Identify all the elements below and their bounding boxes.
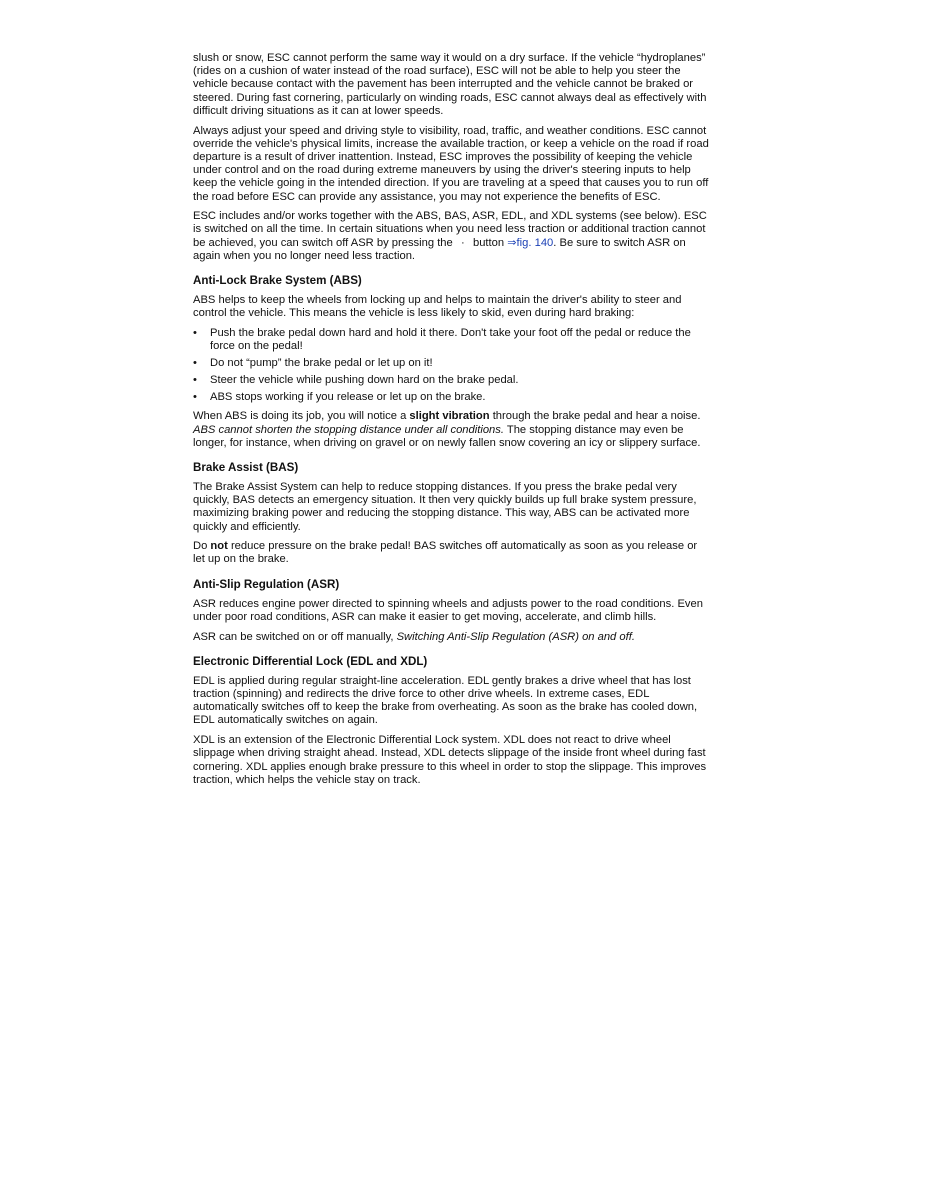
- intro-paragraph-3-text-c: . Be sure to switch ASR on again when you no longer need less traction.: [193, 236, 686, 262]
- intro-paragraph-3: [193, 210, 709, 263]
- asr-paragraph-2-text-a: ASR can be switched on or off manually,: [193, 630, 394, 643]
- fig-140-link[interactable]: ⇒fig. 140: [507, 236, 554, 249]
- abs-warning-italic: ABS cannot shorten the stopping distance under all conditions.: [193, 423, 504, 436]
- list-item: [193, 327, 709, 353]
- list-item-text: Push the brake pedal down hard and hold it there. Don't take your foot off the pedal or reduce the force on the pedal!: [210, 326, 691, 353]
- intro-paragraph-1: slush or snow, ESC cannot perform the same way it would on a dry surface. If the vehicle “hydroplanes” (rides on a cushion of water instead of the road surface), ESC will not be able to help you steer the vehicle because contact with the pavement has been interrupted and the vehicle cannot be braked or steered. During fast cornering, particularly on winding roads, ESC cannot always deal as effectively with difficult driving situations as it can at lower speeds.: [193, 52, 707, 117]
- manual-page: [193, 52, 709, 793]
- bullet-icon: •: [193, 374, 197, 387]
- bas-heading: Brake Assist (BAS): [193, 460, 299, 474]
- edl-paragraph-2: XDL is an extension of the Electronic Differential Lock system. XDL does not react to drive wheel slippage when driving straight ahead. Instead, XDL detects slippage of the inside front wheel during fast cornering. XDL applies enough brake pressure to this wheel in order to stop the slippage. This improves traction, which helps the vehicle stay on track.: [193, 734, 707, 786]
- abs-heading: Anti-Lock Brake System (ABS): [193, 274, 362, 288]
- bas-not-bold: not: [210, 540, 228, 553]
- list-item-text: Do not “pump” the brake pedal or let up on it!: [210, 357, 433, 370]
- intro-paragraph-3-text-a: ESC includes and/or works together with the ABS, BAS, ASR, EDL, and XDL systems (see below). ESC is switched on all the time. In certain situations when you need less traction or additional traction cannot be achieved, you can switch off ASR by pressing the: [193, 210, 707, 249]
- list-item: [193, 391, 709, 404]
- bas-paragraph-2-text-a: Do: [193, 540, 208, 553]
- bullet-icon: •: [193, 326, 197, 339]
- asr-button-icon: ·: [460, 236, 465, 249]
- bas-paragraph-2-text-b: reduce pressure on the brake pedal! BAS switches off automatically as soon as you release or let up on the brake.: [193, 540, 698, 566]
- bullet-icon: •: [193, 357, 197, 370]
- abs-bullet-list: [193, 327, 709, 404]
- list-item-text: ABS stops working if you release or let up on the brake.: [210, 391, 486, 404]
- abs-paragraph-2-text-c: The stopping distance may even be longer, for instance, when driving on gravel or on newly fallen snow covering an icy or slippery surface.: [193, 423, 701, 449]
- asr-switching-reference-italic: Switching Anti-Slip Regulation (ASR) on and off.: [396, 630, 635, 643]
- abs-paragraph-2-text-b: through the brake pedal and hear a noise.: [492, 410, 701, 423]
- abs-paragraph-1: ABS helps to keep the wheels from locking up and helps to maintain the driver's ability to steer and control the vehicle. This means the vehicle is less likely to skid, even during hard braking:: [193, 294, 682, 320]
- list-item: [193, 374, 709, 387]
- edl-paragraph-1: EDL is applied during regular straight-line acceleration. EDL gently brakes a drive wheel that has lost traction (spinning) and redirects the drive force to other drive wheels. In extreme cases, EDL automatically switches off to keep the brake from overheating. As soon as the brake has cooled down, EDL automatically switches on again.: [193, 674, 698, 727]
- list-item-text: Steer the vehicle while pushing down hard on the brake pedal.: [210, 374, 519, 387]
- bas-paragraph-1: The Brake Assist System can help to reduce stopping distances. If you press the brake pedal very quickly, BAS detects an emergency situation. It then very quickly builds up full brake system pressure, maximizing braking power and reducing the stopping distance. This way, ABS can be activated more quickly and efficiently.: [193, 480, 697, 533]
- asr-paragraph-2: [193, 631, 709, 644]
- asr-paragraph-1: ASR reduces engine power directed to spinning wheels and adjusts power to the road conditions. Even under poor road conditions, ASR can make it easier to get moving, accelerate, and climb hills.: [193, 597, 703, 623]
- asr-heading: Anti-Slip Regulation (ASR): [193, 577, 340, 591]
- abs-paragraph-2: [193, 410, 709, 450]
- bas-paragraph-2: [193, 540, 709, 566]
- bullet-icon: •: [193, 391, 197, 404]
- list-item: [193, 357, 709, 370]
- intro-paragraph-2: Always adjust your speed and driving style to visibility, road, traffic, and weather conditions. ESC cannot override the vehicle's physical limits, increase the available traction, or keep a vehicle on the road if road departure is a result of driver inattention. Instead, ESC improves the possibility of keeping the vehicle under control and on the road during extreme maneuvers by using the driver's steering inputs to help keep the vehicle going in the intended direction. If you are traveling at a speed that causes you to run off the road before ESC can provide any assistance, you may not experience the benefits of ESC.: [193, 124, 709, 203]
- intro-paragraph-3-text-b: button: [472, 236, 505, 249]
- abs-slight-vibration-bold: slight vibration: [409, 410, 490, 423]
- edl-heading: Electronic Differential Lock (EDL and XDL): [193, 654, 428, 668]
- abs-paragraph-2-text-a: When ABS is doing its job, you will notice a: [193, 410, 407, 423]
